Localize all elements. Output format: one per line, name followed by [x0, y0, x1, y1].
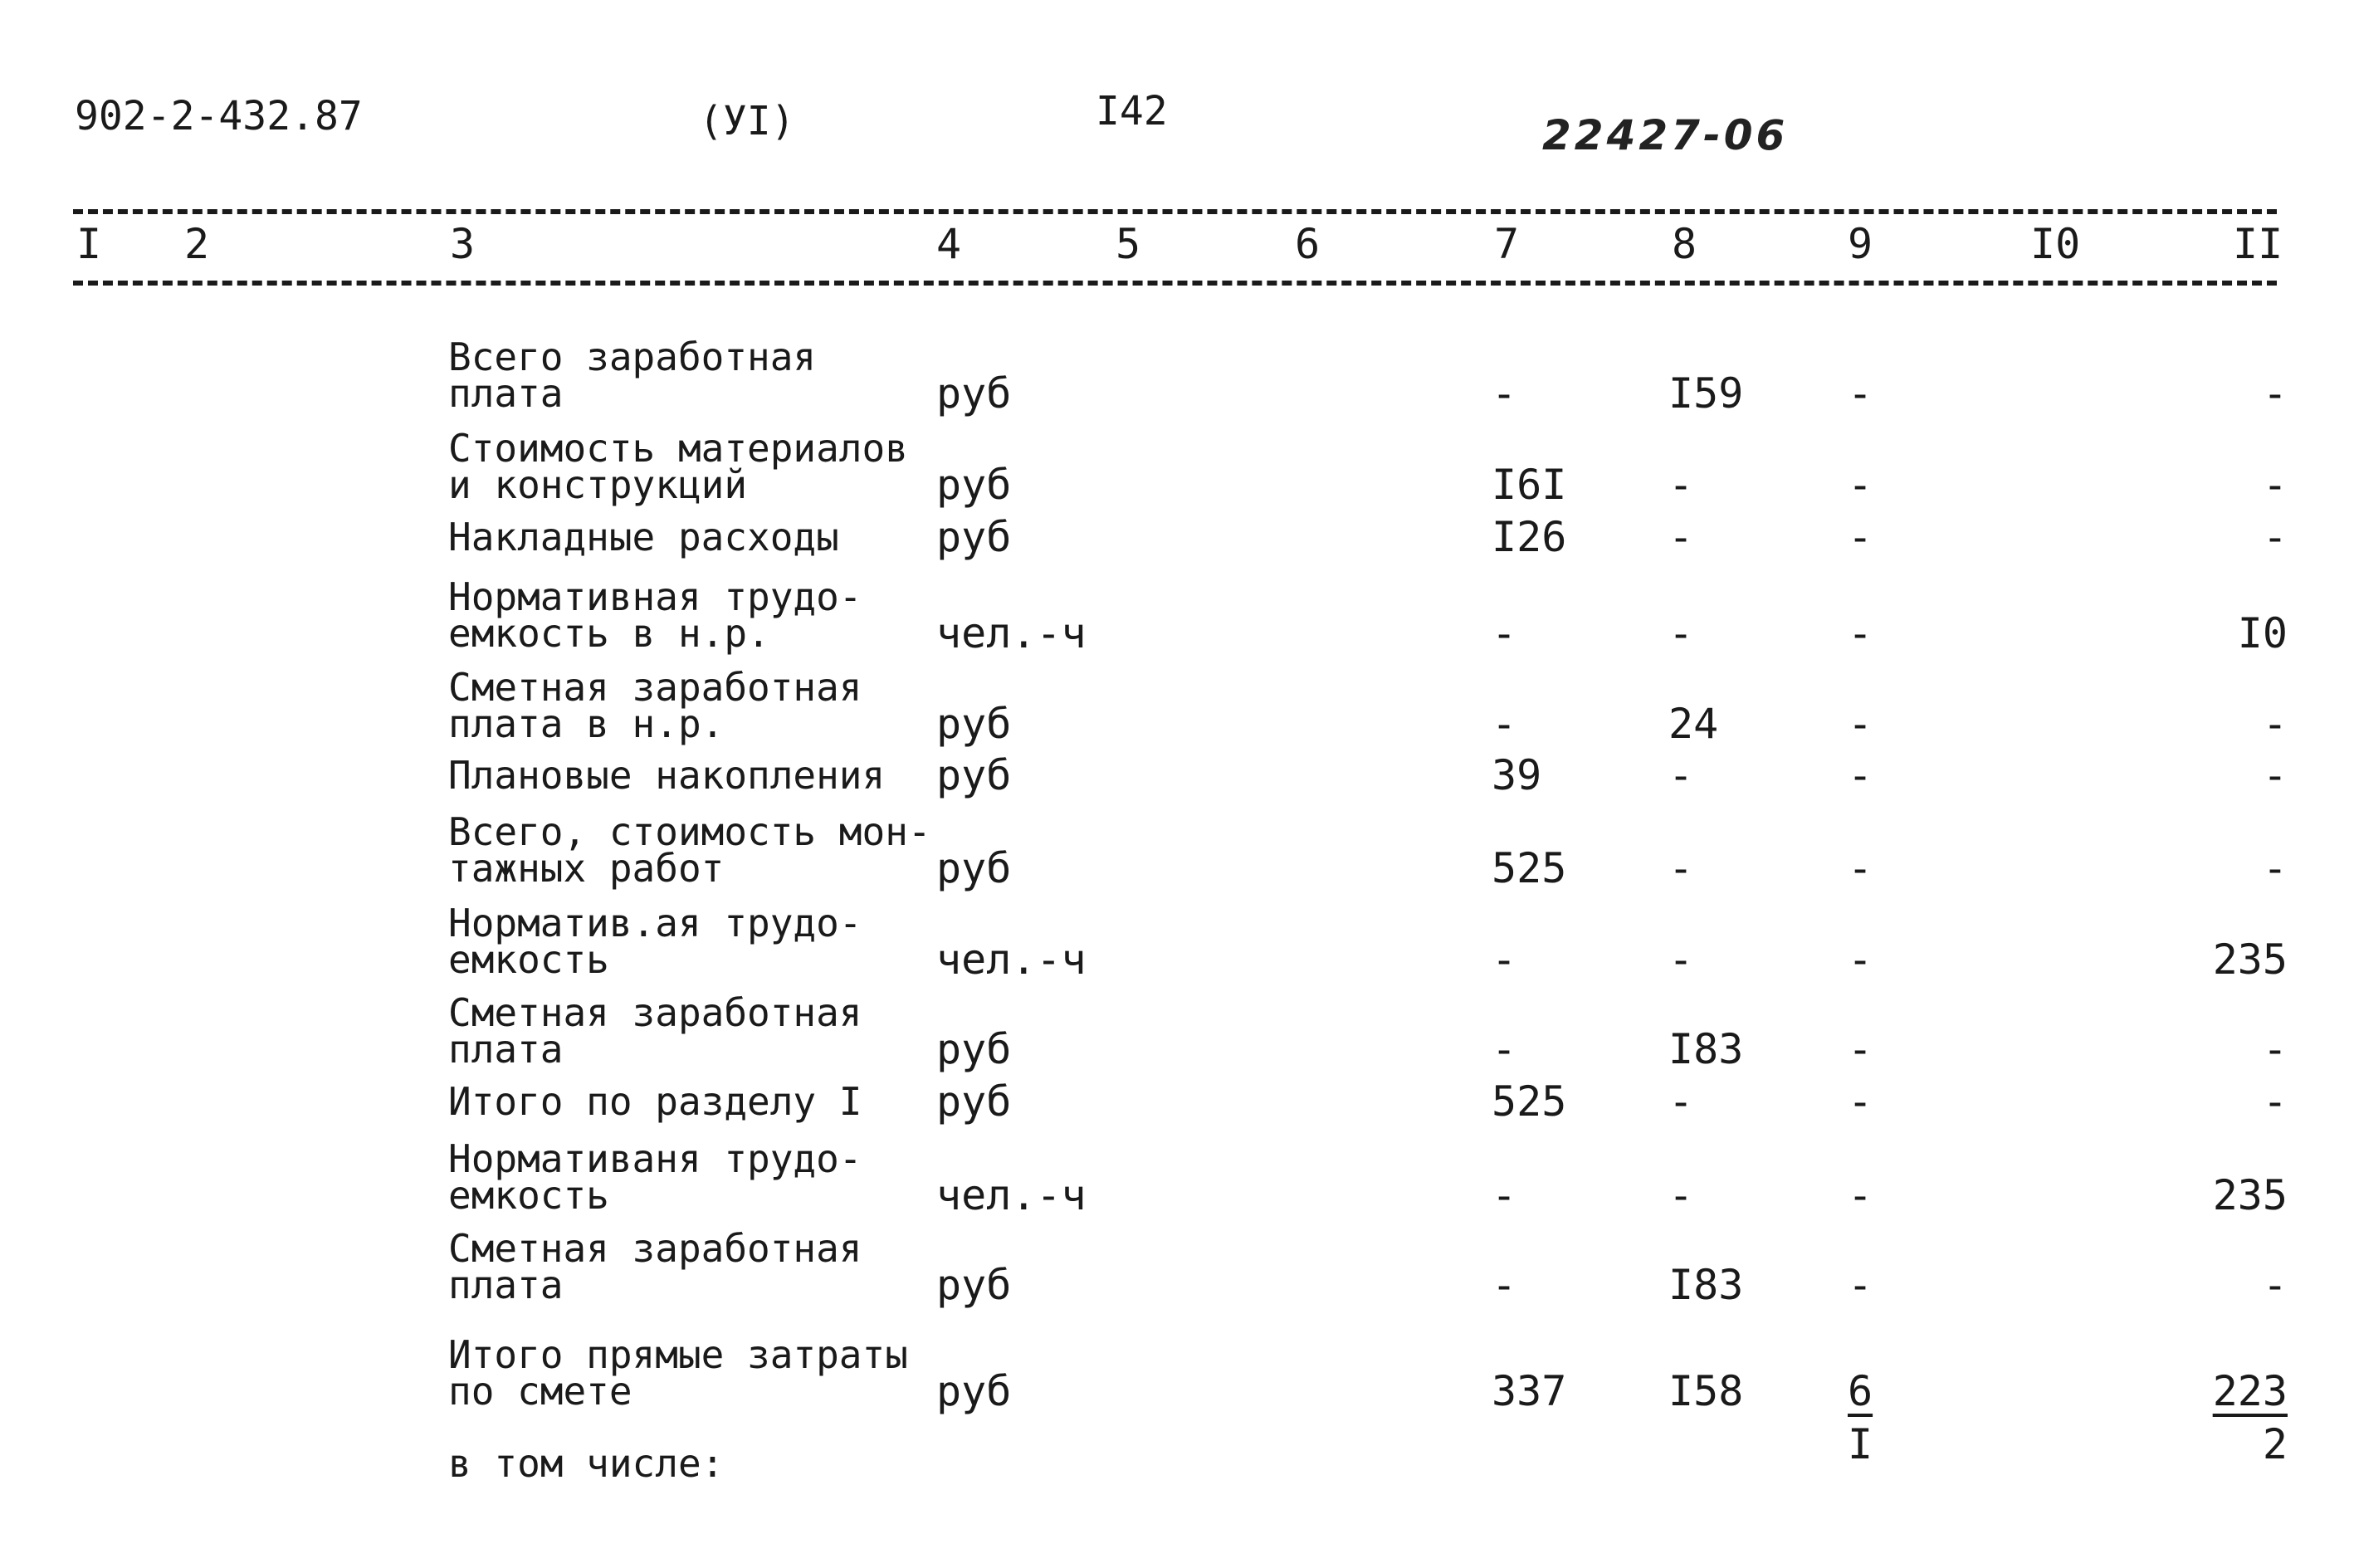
cell-col7: -: [1492, 700, 1517, 748]
cell-col8: -: [1668, 844, 1694, 892]
row-description: Нормативаня трудо- емкость: [448, 1136, 862, 1218]
cell-col7: 525: [1492, 844, 1567, 892]
cell-col11: 223: [2212, 1367, 2288, 1415]
cell-col9: -: [1848, 1077, 1873, 1126]
cell-col9: -: [1848, 844, 1873, 892]
row-unit: руб: [936, 461, 1012, 509]
row-unit: руб: [936, 369, 1012, 418]
cell-col8: -: [1668, 513, 1694, 561]
cell-col9: -: [1848, 1025, 1873, 1073]
header-rule-bottom: [73, 281, 2277, 286]
row-description: Всего заработная плата: [448, 335, 817, 416]
cell-col11: I0: [2237, 609, 2288, 657]
row-unit: руб: [936, 1367, 1012, 1415]
row-description: Нормативная трудо- емкость в н.р.: [448, 574, 862, 656]
cell-col9: -: [1848, 935, 1873, 984]
column-number: 4: [936, 220, 962, 268]
cell-col11: 235: [2212, 935, 2288, 984]
section-number: (УI): [699, 98, 795, 144]
column-number: 7: [1494, 220, 1520, 268]
cell-col9: -: [1848, 461, 1873, 509]
column-number: I0: [2030, 220, 2081, 268]
cell-col7: -: [1492, 935, 1517, 984]
column-number: 3: [450, 220, 476, 268]
cell-col8: -: [1668, 1171, 1694, 1219]
row-unit: руб: [936, 700, 1012, 748]
row-unit: чел.-ч: [936, 935, 1087, 984]
row-description: Сметная заработная плата: [448, 990, 862, 1072]
cell-col7: I26: [1492, 513, 1567, 561]
row-description: Норматив.ая трудо- емкость: [448, 901, 862, 982]
column-number: I: [76, 220, 102, 268]
row-description: Накладные расходы: [448, 515, 839, 559]
cell-col8: I58: [1668, 1367, 1744, 1415]
cell-col8: -: [1668, 609, 1694, 657]
cell-col11: -: [2262, 1077, 2288, 1126]
cell-col8: -: [1668, 751, 1694, 799]
cell-col7: -: [1492, 369, 1517, 418]
cell-col11: -: [2262, 461, 2288, 509]
row-unit: руб: [936, 1025, 1012, 1073]
row-description: Итого по разделу I: [448, 1079, 862, 1124]
cell-col7: -: [1492, 1261, 1517, 1309]
column-number: 8: [1672, 220, 1697, 268]
cell-col11: -: [2262, 369, 2288, 418]
cell-col8: I59: [1668, 369, 1744, 418]
cell-col8: -: [1668, 1077, 1694, 1126]
cell-col11: -: [2262, 844, 2288, 892]
cell-col8: I83: [1668, 1261, 1744, 1309]
cell-col7: -: [1492, 609, 1517, 657]
row-unit: чел.-ч: [936, 1171, 1087, 1219]
cell-col9: 6: [1848, 1367, 1873, 1415]
cell-col8: -: [1668, 935, 1694, 984]
cell-col11: -: [2262, 1025, 2288, 1073]
cell-col7: 525: [1492, 1077, 1567, 1126]
header-rule-top: [73, 209, 2277, 214]
row-unit: руб: [936, 1077, 1012, 1126]
column-number: 2: [184, 220, 210, 268]
cell-col9: -: [1848, 609, 1873, 657]
cell-col9: -: [1848, 700, 1873, 748]
cell-col9: -: [1848, 751, 1873, 799]
cell-col11-denominator: 2: [2262, 1420, 2288, 1468]
cell-col9: -: [1848, 513, 1873, 561]
row-description: Итого прямые затраты по смете: [448, 1332, 908, 1414]
column-number: 5: [1116, 220, 1141, 268]
cell-col11: -: [2262, 751, 2288, 799]
handwritten-code: 22427-06: [1542, 111, 1789, 159]
row-description: Сметная заработная плата: [448, 1226, 862, 1307]
page-number: I42: [1096, 88, 1168, 134]
cell-col7: I6I: [1492, 461, 1567, 509]
cell-col11: -: [2262, 700, 2288, 748]
row-description: Всего, стоимость мон- тажных работ: [448, 809, 931, 891]
cell-col7: -: [1492, 1025, 1517, 1073]
cell-col7: 337: [1492, 1367, 1567, 1415]
cell-col8: 24: [1668, 700, 1719, 748]
cell-col9-denominator: I: [1848, 1420, 1873, 1468]
including-label: в том числе:: [448, 1441, 725, 1486]
row-unit: чел.-ч: [936, 609, 1087, 657]
cell-col9: -: [1848, 1171, 1873, 1219]
cell-col8: -: [1668, 461, 1694, 509]
row-unit: руб: [936, 513, 1012, 561]
column-number: 6: [1295, 220, 1321, 268]
cell-col7: -: [1492, 1171, 1517, 1219]
row-unit: руб: [936, 844, 1012, 892]
cell-col11: -: [2262, 1261, 2288, 1309]
cell-col8: I83: [1668, 1025, 1744, 1073]
row-description: Плановые накопления: [448, 753, 886, 798]
document-code: 902-2-432.87: [75, 93, 363, 139]
cell-col11: -: [2262, 513, 2288, 561]
cell-col7: 39: [1492, 751, 1542, 799]
cell-col11: 235: [2212, 1171, 2288, 1219]
cell-col9: -: [1848, 369, 1873, 418]
row-unit: руб: [936, 751, 1012, 799]
row-description: Стоимость материалов и конструкций: [448, 426, 908, 507]
column-number: 9: [1848, 220, 1873, 268]
row-unit: руб: [936, 1261, 1012, 1309]
row-description: Сметная заработная плата в н.р.: [448, 665, 862, 746]
cell-col9: -: [1848, 1261, 1873, 1309]
column-number: II: [2233, 220, 2283, 268]
